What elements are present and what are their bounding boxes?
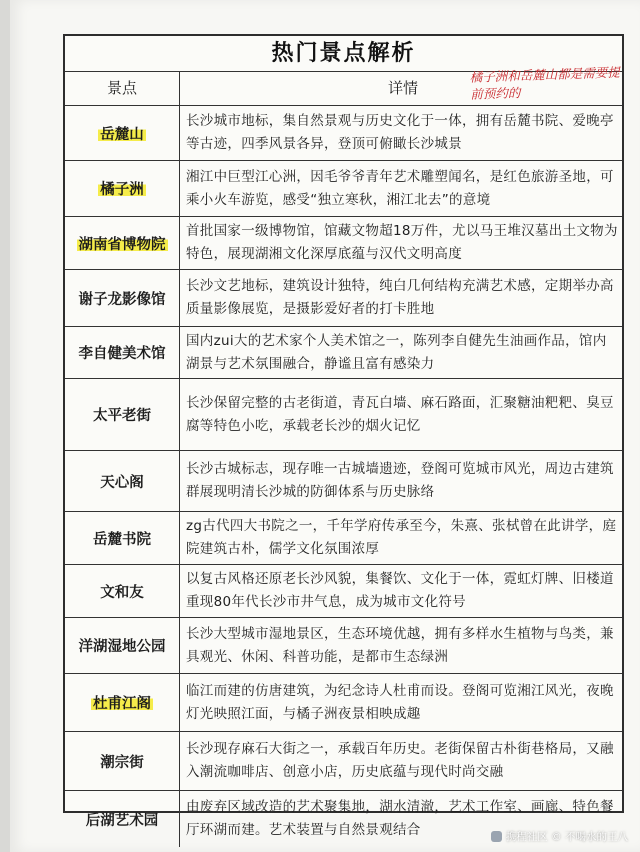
attraction-name: 杜甫江阁 xyxy=(91,692,153,713)
attraction-name-cell xyxy=(65,327,180,378)
attraction-name: 后湖艺术园 xyxy=(85,812,159,829)
attraction-name-cell xyxy=(65,791,180,847)
attraction-name-cell xyxy=(65,270,180,326)
attraction-name-cell xyxy=(65,451,180,511)
table-row xyxy=(65,270,622,327)
table-row xyxy=(65,512,622,565)
handwritten-note: 橘子洲和岳麓山都是需要提前预约的 xyxy=(469,64,620,102)
attraction-detail: 临江而建的仿唐建筑，为纪念诗人杜甫而设。登阁可览湘江风光，夜晚灯光映照江面，与橘子洲夜景相映成趣 xyxy=(186,682,614,722)
attraction-detail: 长沙城市地标，集自然景观与历史文化于一体，拥有岳麓书院、爱晚亭等古迹，四季风景各异，登顶可俯瞰长沙城景 xyxy=(186,113,614,152)
table-row xyxy=(65,161,622,217)
attraction-name: 谢子龙影像馆 xyxy=(78,291,166,308)
attraction-name: 湖南省博物院 xyxy=(77,233,168,254)
attraction-detail: 长沙大型城市湿地景区，生态环境优越，拥有多样水生植物与鸟类，兼具观光、休闲、科普功能，是都市生态绿洲 xyxy=(186,625,614,665)
attraction-name-cell xyxy=(65,106,180,160)
attraction-name-cell xyxy=(65,565,180,617)
attraction-name: 太平老街 xyxy=(93,408,151,424)
page-title: 热门景点解析 xyxy=(271,41,416,66)
table-row xyxy=(65,106,622,161)
community-logo-icon xyxy=(491,831,502,842)
table-row xyxy=(65,217,622,270)
attraction-name: 岳麓山 xyxy=(98,123,146,144)
attraction-name-cell xyxy=(65,379,180,450)
attraction-name-cell xyxy=(65,674,180,731)
attraction-name: 天心阁 xyxy=(100,474,144,491)
header-name: 景点 xyxy=(65,72,180,105)
table-row xyxy=(65,618,622,674)
watermark-text: 携程社区 © 不喝水的王八 xyxy=(505,831,628,843)
paper-sheet xyxy=(10,0,640,852)
header-detail: 详情 xyxy=(387,79,418,97)
attraction-name: 李自健美术馆 xyxy=(78,346,166,362)
table-row xyxy=(65,674,622,732)
table-row xyxy=(65,732,622,791)
attraction-detail: 国内zui大的艺术家个人美术馆之一，陈列李自健先生油画作品，馆内湖景与艺术氛围融合，静谧且富有感染力 xyxy=(186,332,607,372)
attraction-detail: 长沙文艺地标，建筑设计独特，纯白几何结构充满艺术感，定期举办高质量影像展览，是摄影爱好者的打卡胜地 xyxy=(186,278,614,317)
table-row xyxy=(65,379,622,451)
attraction-name-cell xyxy=(65,217,180,269)
attraction-name-cell xyxy=(65,161,180,216)
attraction-detail: 长沙保留完整的古老街道，青瓦白墙、麻石路面，汇聚糖油粑粑、臭豆腐等特色小吃，承载老长沙的烟火记忆 xyxy=(186,394,614,434)
attraction-detail: 长沙古城标志，现存唯一古城墙遗迹，登阁可览城市风光，周边古建筑群展现明清长沙城的防御体系与历史脉络 xyxy=(186,461,614,500)
watermark xyxy=(491,829,628,844)
attraction-name: 岳麓书院 xyxy=(93,531,151,548)
attraction-detail: 以复古风格还原老长沙风貌，集餐饮、文化于一体，霓虹灯牌、旧楼道重现80年代长沙市井气息，成为城市文化符号 xyxy=(186,571,614,610)
attraction-detail: 湘江中巨型江心洲，因毛爷爷青年艺术雕塑闻名，是红色旅游圣地，可乘小火车游览，感受“独立寒秋，湘江北去”的意境 xyxy=(186,168,614,208)
attraction-detail: 长沙现存麻石大街之一，承载百年历史。老街保留古朴街巷格局，又融入潮流咖啡店、创意小店，历史底蕴与现代时尚交融 xyxy=(186,741,614,780)
attraction-name: 橘子洲 xyxy=(98,178,146,199)
attraction-detail: 由废弃区域改造的艺术聚集地，湖水清澈，艺术工作室、画廊、特色餐厅环湖而建。艺术装置与自然景观结合 xyxy=(186,799,614,838)
attraction-name-cell xyxy=(65,732,180,790)
attraction-name: 文和友 xyxy=(100,584,144,601)
attraction-detail: zg古代四大书院之一，千年学府传承至今，朱熹、张栻曾在此讲学，庭院建筑古朴，儒学文化氛围浓厚 xyxy=(186,518,617,557)
table-row xyxy=(65,451,622,512)
table-row xyxy=(65,327,622,379)
attraction-name: 潮宗街 xyxy=(100,754,144,771)
attraction-name: 洋湖湿地公园 xyxy=(78,639,166,655)
attraction-detail: 首批国家一级博物馆，馆藏文物超18万件，尤以马王堆汉墓出土文物为特色，展现湖湘文化深厚底蕴与汉代文明高度 xyxy=(186,223,618,262)
attraction-name-cell xyxy=(65,618,180,673)
table-row xyxy=(65,565,622,618)
attraction-name-cell xyxy=(65,512,180,564)
